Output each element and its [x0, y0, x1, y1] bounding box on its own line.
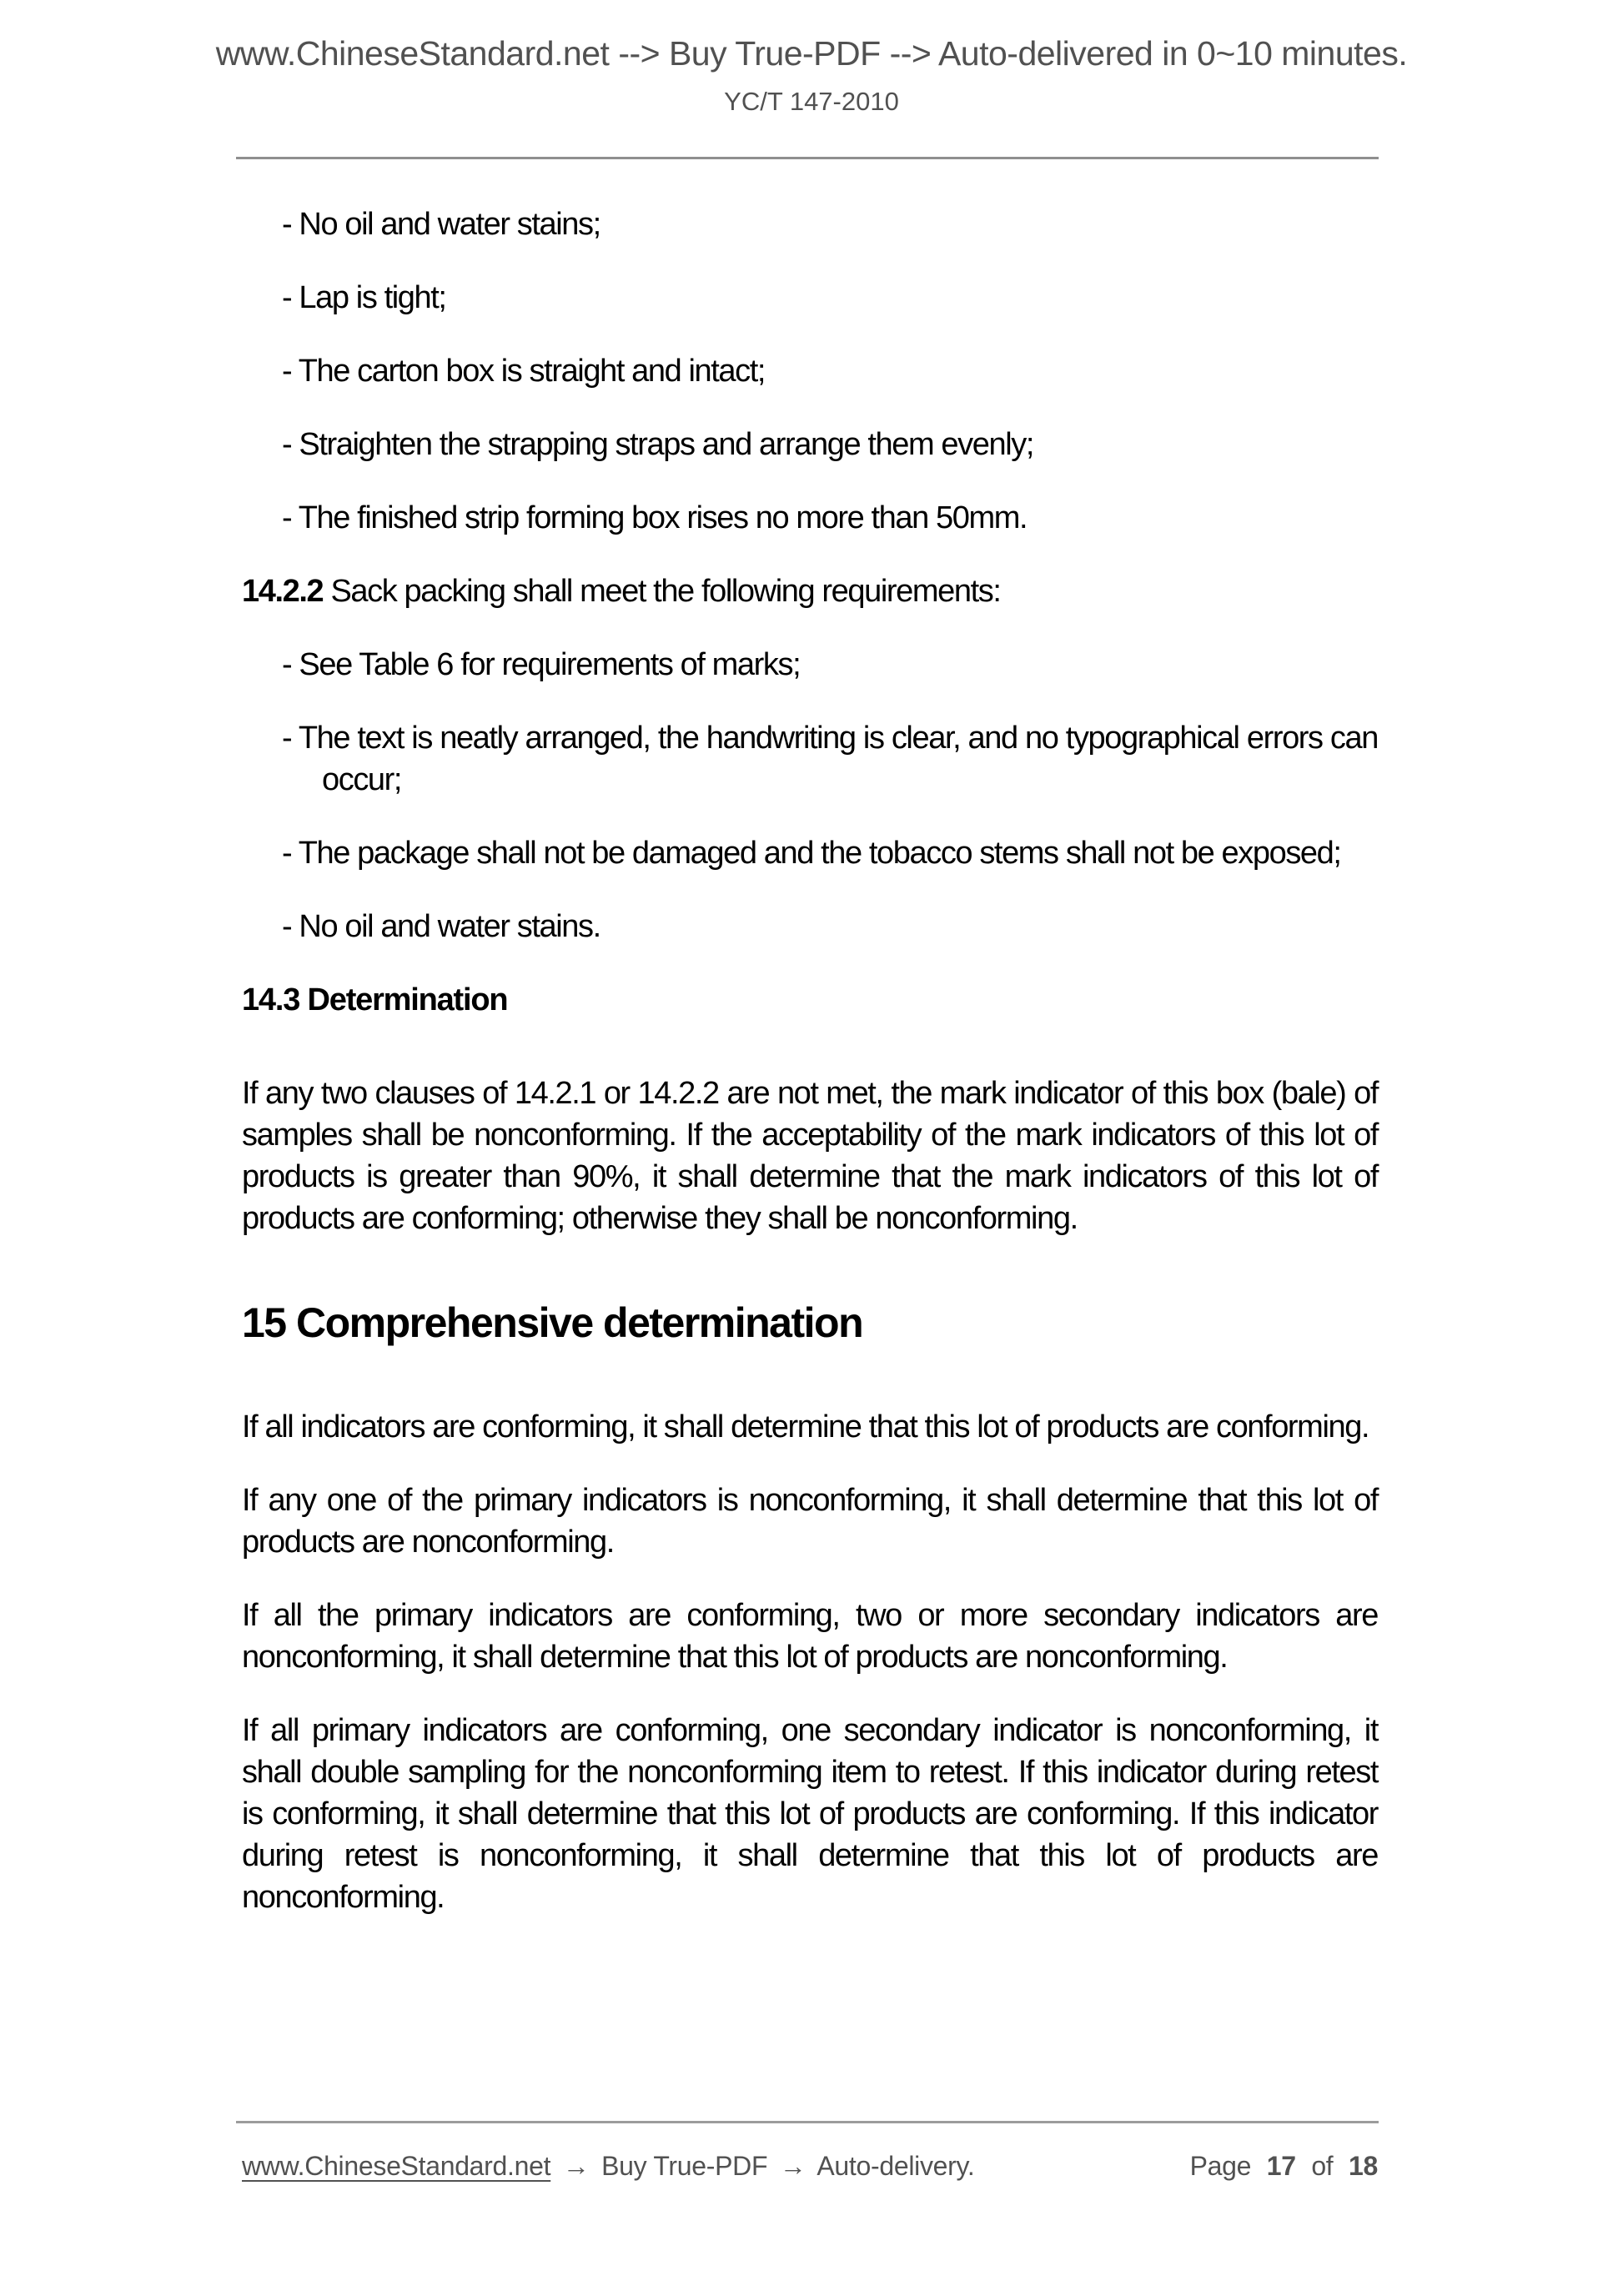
- footer-site-link[interactable]: www.ChineseStandard.net: [242, 2151, 551, 2181]
- paragraph: If all the primary indicators are conforming, two or more secondary indicators are nonconforming, it shall determine that this lot of products are nonconforming.: [242, 1598, 1378, 1675]
- list-item: - The text is neatly arranged, the handwriting is clear, and no typographical errors can occur;: [282, 721, 1378, 797]
- paragraph: If all indicators are conforming, it shall determine that this lot of products are conforming.: [242, 1409, 1369, 1444]
- list-item: - The package shall not be damaged and the tobacco stems shall not be exposed;: [282, 836, 1341, 871]
- list-item: - The finished strip forming box rises no more than 50mm.: [282, 500, 1028, 535]
- chapter-heading-15: 15 Comprehensive determination: [242, 1299, 863, 1346]
- page-indicator: [1182, 2148, 1378, 2183]
- footer-buy-label: Buy True-PDF: [601, 2151, 768, 2181]
- list-item: - Lap is tight;: [282, 280, 446, 315]
- arrow-right-icon: →: [779, 2151, 806, 2181]
- footer-delivery-label: Auto-delivery.: [817, 2151, 975, 2181]
- document-body: [242, 193, 1378, 1950]
- list-item: - The carton box is straight and intact;: [282, 354, 766, 389]
- footer-divider: [236, 2121, 1379, 2123]
- doc-number: YC/T 147-2010: [724, 87, 899, 116]
- paragraph: If any two clauses of 14.2.1 or 14.2.2 are not met, the mark indicator of this box (bale) of samples shall be nonconforming. If the acceptability of the mark indicators of this lot of products is greater than 90%, it shall determine that the mark indicators of this lot of products are conforming; otherwise they shall be nonconforming.: [242, 1076, 1378, 1236]
- list-item: - Straighten the strapping straps and arrange them evenly;: [282, 427, 1034, 462]
- arrow-right-icon: →: [562, 2151, 590, 2181]
- page-total: 18: [1349, 2151, 1378, 2181]
- list-item: - No oil and water stains;: [282, 207, 600, 242]
- clause-text: Sack packing shall meet the following requirements:: [330, 574, 1001, 609]
- section-heading-14-3: 14.3 Determination: [242, 982, 508, 1017]
- paragraph: If all primary indicators are conforming, one secondary indicator is nonconforming, it shall double sampling for the nonconforming item to retest. If this indicator during retest is conforming, it shall determine that this lot of products are conforming. If this indicator during retest is nonconforming, it shall determine that this lot of products are nonconforming.: [242, 1713, 1378, 1915]
- footer-promo: [242, 2148, 979, 2183]
- list-item: - No oil and water stains.: [282, 909, 600, 944]
- page-of-label: of: [1311, 2151, 1334, 2181]
- page-footer: [242, 2148, 1378, 2183]
- header-banner: www.ChineseStandard.net --> Buy True-PDF --> Auto-delivered in 0~10 minutes.: [215, 34, 1408, 73]
- clause-number: 14.2.2: [242, 574, 324, 609]
- page-label: Page: [1189, 2151, 1252, 2181]
- clause-14-2-2: [242, 570, 1378, 612]
- header-divider: [236, 157, 1379, 159]
- paragraph: If any one of the primary indicators is nonconforming, it shall determine that this lot of products are nonconforming.: [242, 1483, 1378, 1560]
- page-current: 17: [1266, 2151, 1296, 2181]
- list-item: - See Table 6 for requirements of marks;: [282, 647, 801, 682]
